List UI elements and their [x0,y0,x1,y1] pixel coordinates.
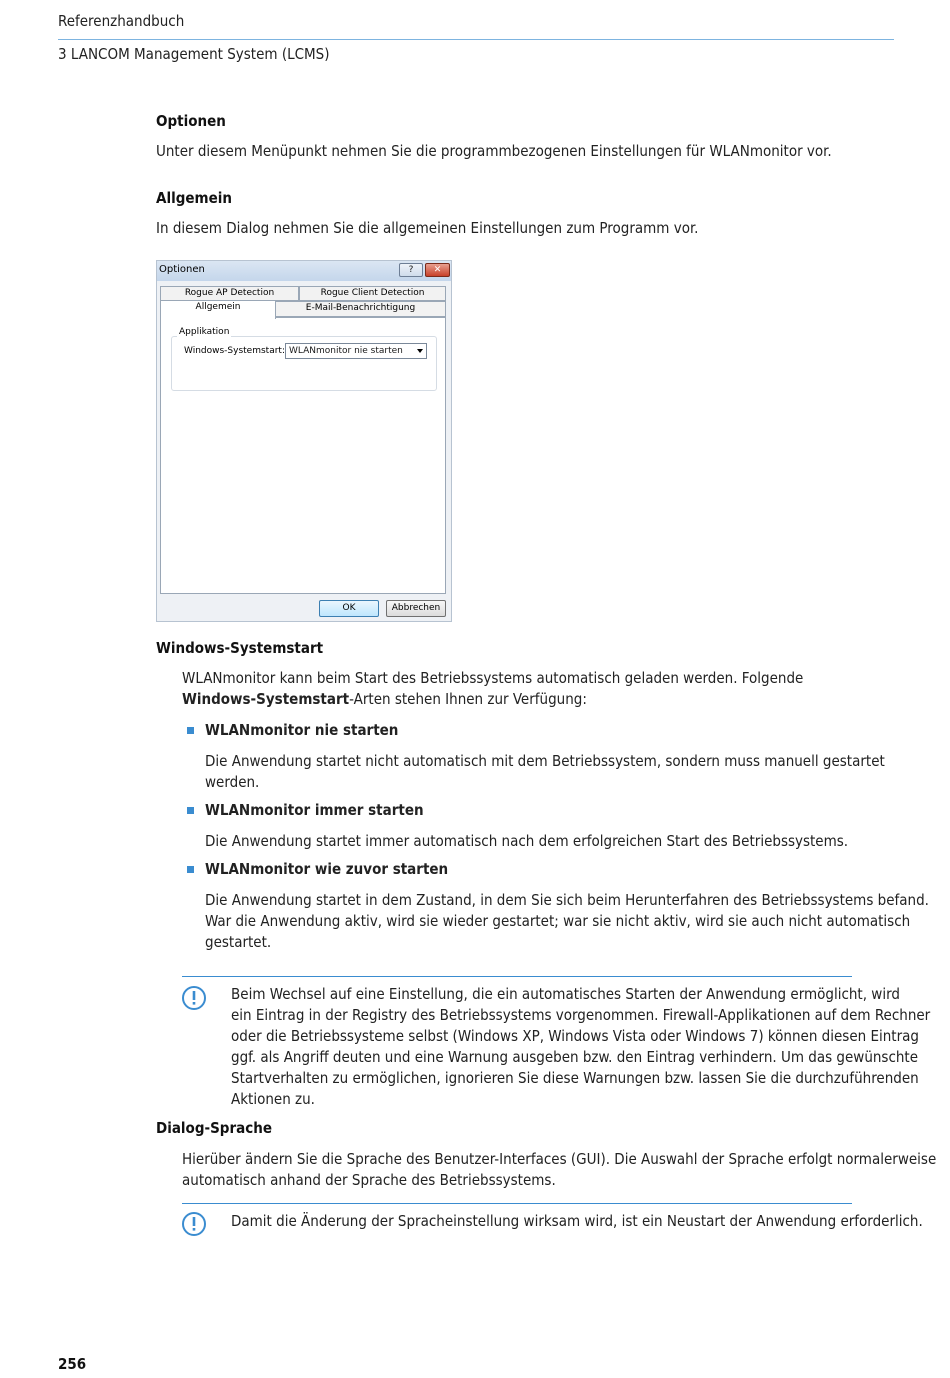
intro-line-1: WLANmonitor kann beim Start des Betriebssystems automatisch geladen werden. Folgende [182,669,804,687]
intro-line-2 [182,689,587,710]
intro-bold-term: Windows-Systemstart [182,690,350,708]
running-header-title: Referenzhandbuch [58,12,185,30]
text-optionen: Unter diesem Menüpunkt nehmen Sie die programmbezogenen Einstellungen für WLANmonitor vor. [156,142,832,160]
heading-optionen: Optionen [156,112,226,130]
intro-rest: -Arten stehen Ihnen zur Verfügung: [349,690,587,708]
bullet-square-icon [187,866,194,873]
option-desc-nie-2: werden. [205,773,260,791]
note-line-4: ggf. als Angriff deuten und eine Warnung ausgeben bzw. den Eintrag verhindern. Um das gewünschte [231,1048,919,1066]
note-rule [182,1203,852,1204]
heading-allgemein: Allgemein [156,189,232,207]
option-desc-wie-zuvor-1: Die Anwendung startet in dem Zustand, in dem Sie sich beim Herunterfahren des Betriebssystems befand. [205,891,929,909]
ok-button[interactable]: OK [319,600,379,617]
note-line-6: Aktionen zu. [231,1090,315,1108]
option-desc-wie-zuvor-3: gestartet. [205,933,272,951]
note-line-3: oder die Betriebssysteme selbst (Windows XP, Windows Vista oder Windows 7) können diesen Eintrag [231,1027,919,1045]
options-dialog-screenshot [156,260,452,622]
heading-windows-systemstart: Windows-Systemstart [156,639,324,657]
field-label-systemstart: Windows-Systemstart: [184,346,285,356]
group-label-applikation: Applikation [179,327,230,337]
option-desc-immer-1: Die Anwendung startet immer automatisch nach dem erfolgreichen Start des Betriebssystems. [205,832,849,850]
running-header-chapter: 3 LANCOM Management System (LCMS) [58,45,330,63]
tab-email-benachrichtigung[interactable]: E-Mail-Benachrichtigung [275,301,446,317]
exclamation-circle-icon [181,985,207,1011]
option-desc-wie-zuvor-2: War die Anwendung aktiv, wird sie wieder gestartet; war sie nicht aktiv, wird sie auch nicht automatisch [205,912,911,930]
systemstart-select[interactable] [285,343,427,359]
chevron-down-icon [417,349,423,353]
systemstart-select-value: WLANmonitor nie starten [289,346,403,356]
header-rule [58,39,894,40]
exclamation-circle-icon [181,1211,207,1237]
option-title-nie: WLANmonitor nie starten [205,721,399,739]
tab-rogue-ap-detection[interactable]: Rogue AP Detection [160,286,299,301]
dialog-titlebar [157,261,451,281]
help-button[interactable]: ? [399,263,423,277]
sprache-line-2: automatisch anhand der Sprache des Betriebssystems. [182,1171,556,1189]
dialog-title: Optionen [159,264,205,275]
sprache-line-1: Hierüber ändern Sie die Sprache des Benutzer-Interfaces (GUI). Die Auswahl der Sprache erfolgt normalerweise [182,1150,937,1168]
sprache-note: Damit die Änderung der Spracheinstellung wirksam wird, ist ein Neustart der Anwendung erforderlich. [231,1212,923,1230]
cancel-button[interactable]: Abbrechen [386,600,446,617]
option-desc-nie-1: Die Anwendung startet nicht automatisch mit dem Betriebssystem, sondern muss manuell gestartet [205,752,885,770]
bullet-square-icon [187,727,194,734]
tab-rogue-client-detection[interactable]: Rogue Client Detection [299,286,446,301]
heading-dialog-sprache: Dialog-Sprache [156,1119,272,1137]
tab-allgemein-active[interactable]: Allgemein [160,300,276,319]
bullet-square-icon [187,807,194,814]
note-rule [182,976,852,977]
close-button[interactable]: ✕ [425,263,450,277]
note-line-1: Beim Wechsel auf eine Einstellung, die ein automatisches Starten der Anwendung ermöglicht, wird [231,985,900,1003]
note-line-5: Startverhalten zu ermöglichen, ignorieren Sie diese Warnungen bzw. lassen Sie die durchzuführenden [231,1069,919,1087]
text-allgemein: In diesem Dialog nehmen Sie die allgemeinen Einstellungen zum Programm vor. [156,219,699,237]
note-line-2: ein Eintrag in der Registry des Betriebssystems vorgenommen. Firewall-Applikationen auf dem Rechner [231,1006,931,1024]
option-title-wie-zuvor: WLANmonitor wie zuvor starten [205,860,449,878]
page-number: 256 [58,1355,87,1373]
option-title-immer: WLANmonitor immer starten [205,801,424,819]
